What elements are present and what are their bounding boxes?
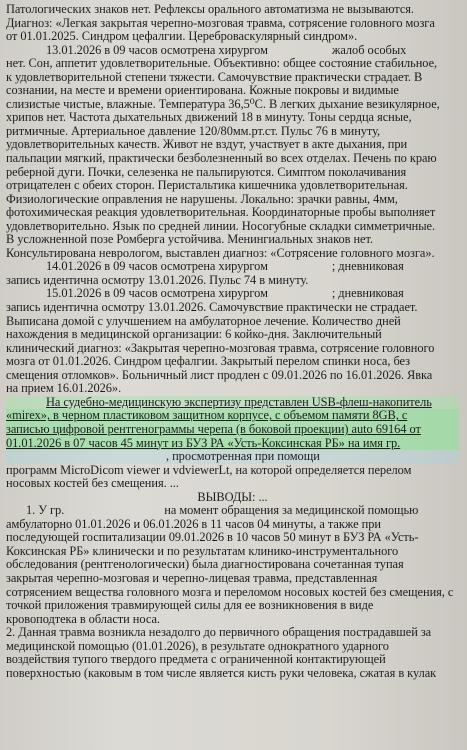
text-line: точкой приложения травмирующей силы для ее возникновения в виде xyxy=(6,599,374,613)
text-line: кровоподтека в области носа. xyxy=(6,612,160,626)
text-line: ритмичные. Артериальное давление 120/80мм.рт.ст. Пульс 76 в минуту, xyxy=(6,124,381,138)
text-line: запись идентична осмотру 13.01.2026. Самочувствие практически не страдает. xyxy=(6,301,418,315)
text-line: последующей госпитализации 09.01.2026 в 10 часов 50 минут в БУЗ РА «Усть- xyxy=(6,531,419,545)
text-line: удовлетворительных качеств. Живот не вздут, участвует в акте дыхания, при xyxy=(6,138,408,152)
text-line: поверхностью (каковым в том числе является кисть руки человека, сжатая в кулак xyxy=(6,666,437,680)
text-line: В усложненной позе Ромберга устойчива. Менингиальных знаков нет. xyxy=(6,233,373,247)
text-line: сознании, на месте и времени ориентирована. Кожные покровы и видимые xyxy=(6,84,399,98)
text-line: от 01.01.2025. Синдром цефалгии. Цереброваскулярный синдром». xyxy=(6,30,358,44)
text-line: 01.01.2026 в 07 часов 45 минут из БУЗ РА «Усть-Коксинская РБ» на имя гр. xyxy=(6,437,459,451)
text-line: хрипов нет. Частота дыхательных движений 18 в минуту. Тоны сердца ясные, xyxy=(6,111,412,125)
text-line: мозга от 01.01.2026. Синдром цефалгии. Закрытый перелом спинки носа, без xyxy=(6,355,411,369)
text-fragment: ; дневниковая xyxy=(331,260,404,274)
text-line: закрытая черепно-мозговая и черепно-лицевая травма, представленная xyxy=(6,571,378,585)
text-line: удовлетворительно. Язык по средней линии. Носогубные складки симметричные. xyxy=(6,219,436,233)
text-line: к удовлетворительной степени тяжести. Самочувствие практически страдает. В xyxy=(6,70,423,84)
text-line: медицинской помощью (01.01.2026), в результате однократного ударного xyxy=(6,639,389,653)
text-line: на прием 16.01.2026». xyxy=(6,382,122,396)
text-fragment: 1. У гр. xyxy=(26,504,65,518)
text-line xyxy=(6,260,459,274)
text-fragment: 14.01.2026 в 09 часов осмотрена хирургом xyxy=(46,260,268,274)
text-line xyxy=(6,504,459,518)
text-fragment: , просмотренная при помощи xyxy=(166,450,320,464)
text-fragment: на момент обращения за медицинской помощью xyxy=(164,504,419,518)
text-line: амбулаторно 01.01.2026 и 06.01.2026 в 11 часов 04 минуты, а также при xyxy=(6,517,381,531)
text-line: носовых костей без смещения. ... xyxy=(6,477,179,491)
text-line: Физиологические оправления не нарушены. Локально: зрачки равны, 4мм, xyxy=(6,192,398,206)
text-line: Патологических знаков нет. Рефлексы орального автоматизма не вызываются. xyxy=(6,3,414,16)
text-line: программ MicroDicom viewer и vdviewerLt, на которой определяется перелом xyxy=(6,463,412,477)
text-line: обследования (рентгенологически) была диагностирована сочетанная тупая xyxy=(6,558,404,572)
text-line: фотохимическая реакция удовлетворительная. Координаторные пробы выполняет xyxy=(6,206,436,220)
text-line: Диагноз: «Легкая закрытая черепно-мозговая травма, сотрясение головного мозга xyxy=(6,16,435,30)
text-line xyxy=(6,450,459,464)
text-line: На судебно-медицинскую экспертизу представлен USB-флеш-накопитель xyxy=(6,396,459,410)
text-line: 2. Данная травма возникла незадолго до первичного обращения пострадавшей за xyxy=(6,626,432,640)
text-line: нахождения в медицинской организации: 6 койко-дня. Заключительный xyxy=(6,328,382,342)
text-line: Консультирована неврологом, выставлен диагноз: «Сотрясение головного мозга». xyxy=(6,246,435,260)
text-line xyxy=(6,287,459,301)
text-fragment: жалоб особых xyxy=(331,43,407,57)
text-line: Выписана домой с улучшением на амбулаторное лечение. Количество дней xyxy=(6,314,401,328)
text-line: сотрясением вещества головного мозга и переломом носовых костей без смещения, с xyxy=(6,585,454,599)
text-line: запись идентична осмотру 13.01.2026. Пульс 74 в минуту. xyxy=(6,273,309,287)
text-line: реберной дуги. Почки, селезенка не пальпируются. Симптом поколачивания xyxy=(6,165,407,179)
text-line: отрицателен с обеих сторон. Перистальтика кишечника удовлетворительная. xyxy=(6,179,408,193)
text-line xyxy=(6,44,459,58)
text-line: слизистые чистые, влажные. Температура 36,5⁰С. В легких дыхание везикулярное, xyxy=(6,97,440,111)
text-fragment: ; дневниковая xyxy=(331,287,404,301)
text-line: Коксинская РБ» клинически и по результатам клинико-инструментального xyxy=(6,544,399,558)
text-line: «mirex», в черном пластиковом защитном корпусе, с объемом памяти 8GB, с xyxy=(6,409,459,423)
text-fragment: 15.01.2026 в 09 часов осмотрена хирургом xyxy=(46,287,268,301)
text-fragment: 13.01.2026 в 09 часов осмотрена хирургом xyxy=(46,43,268,57)
text-line: воздействия тупого твердого предмета с ограниченной контактирующей xyxy=(6,653,386,667)
section-heading: ВЫВОДЫ: ... xyxy=(197,490,268,504)
text-line: смещения отломков». Больничный лист продлен с 09.01.2026 по 16.01.2026. Явка xyxy=(6,368,433,382)
text-line: записью цифровой рентгенограммы черепа (в боковой проекции) auto 69164 от xyxy=(6,423,459,437)
text-line: нет. Сон, аппетит удовлетворительные. Объективно: общее состояние стабильное, xyxy=(6,57,438,71)
text-line: пальпации мягкий, практически безболезненный во всех отделах. Печень по краю xyxy=(6,152,437,166)
text-line: клинический диагноз: «Закрытая черепно-мозговая травма, сотрясение головного xyxy=(6,341,435,355)
